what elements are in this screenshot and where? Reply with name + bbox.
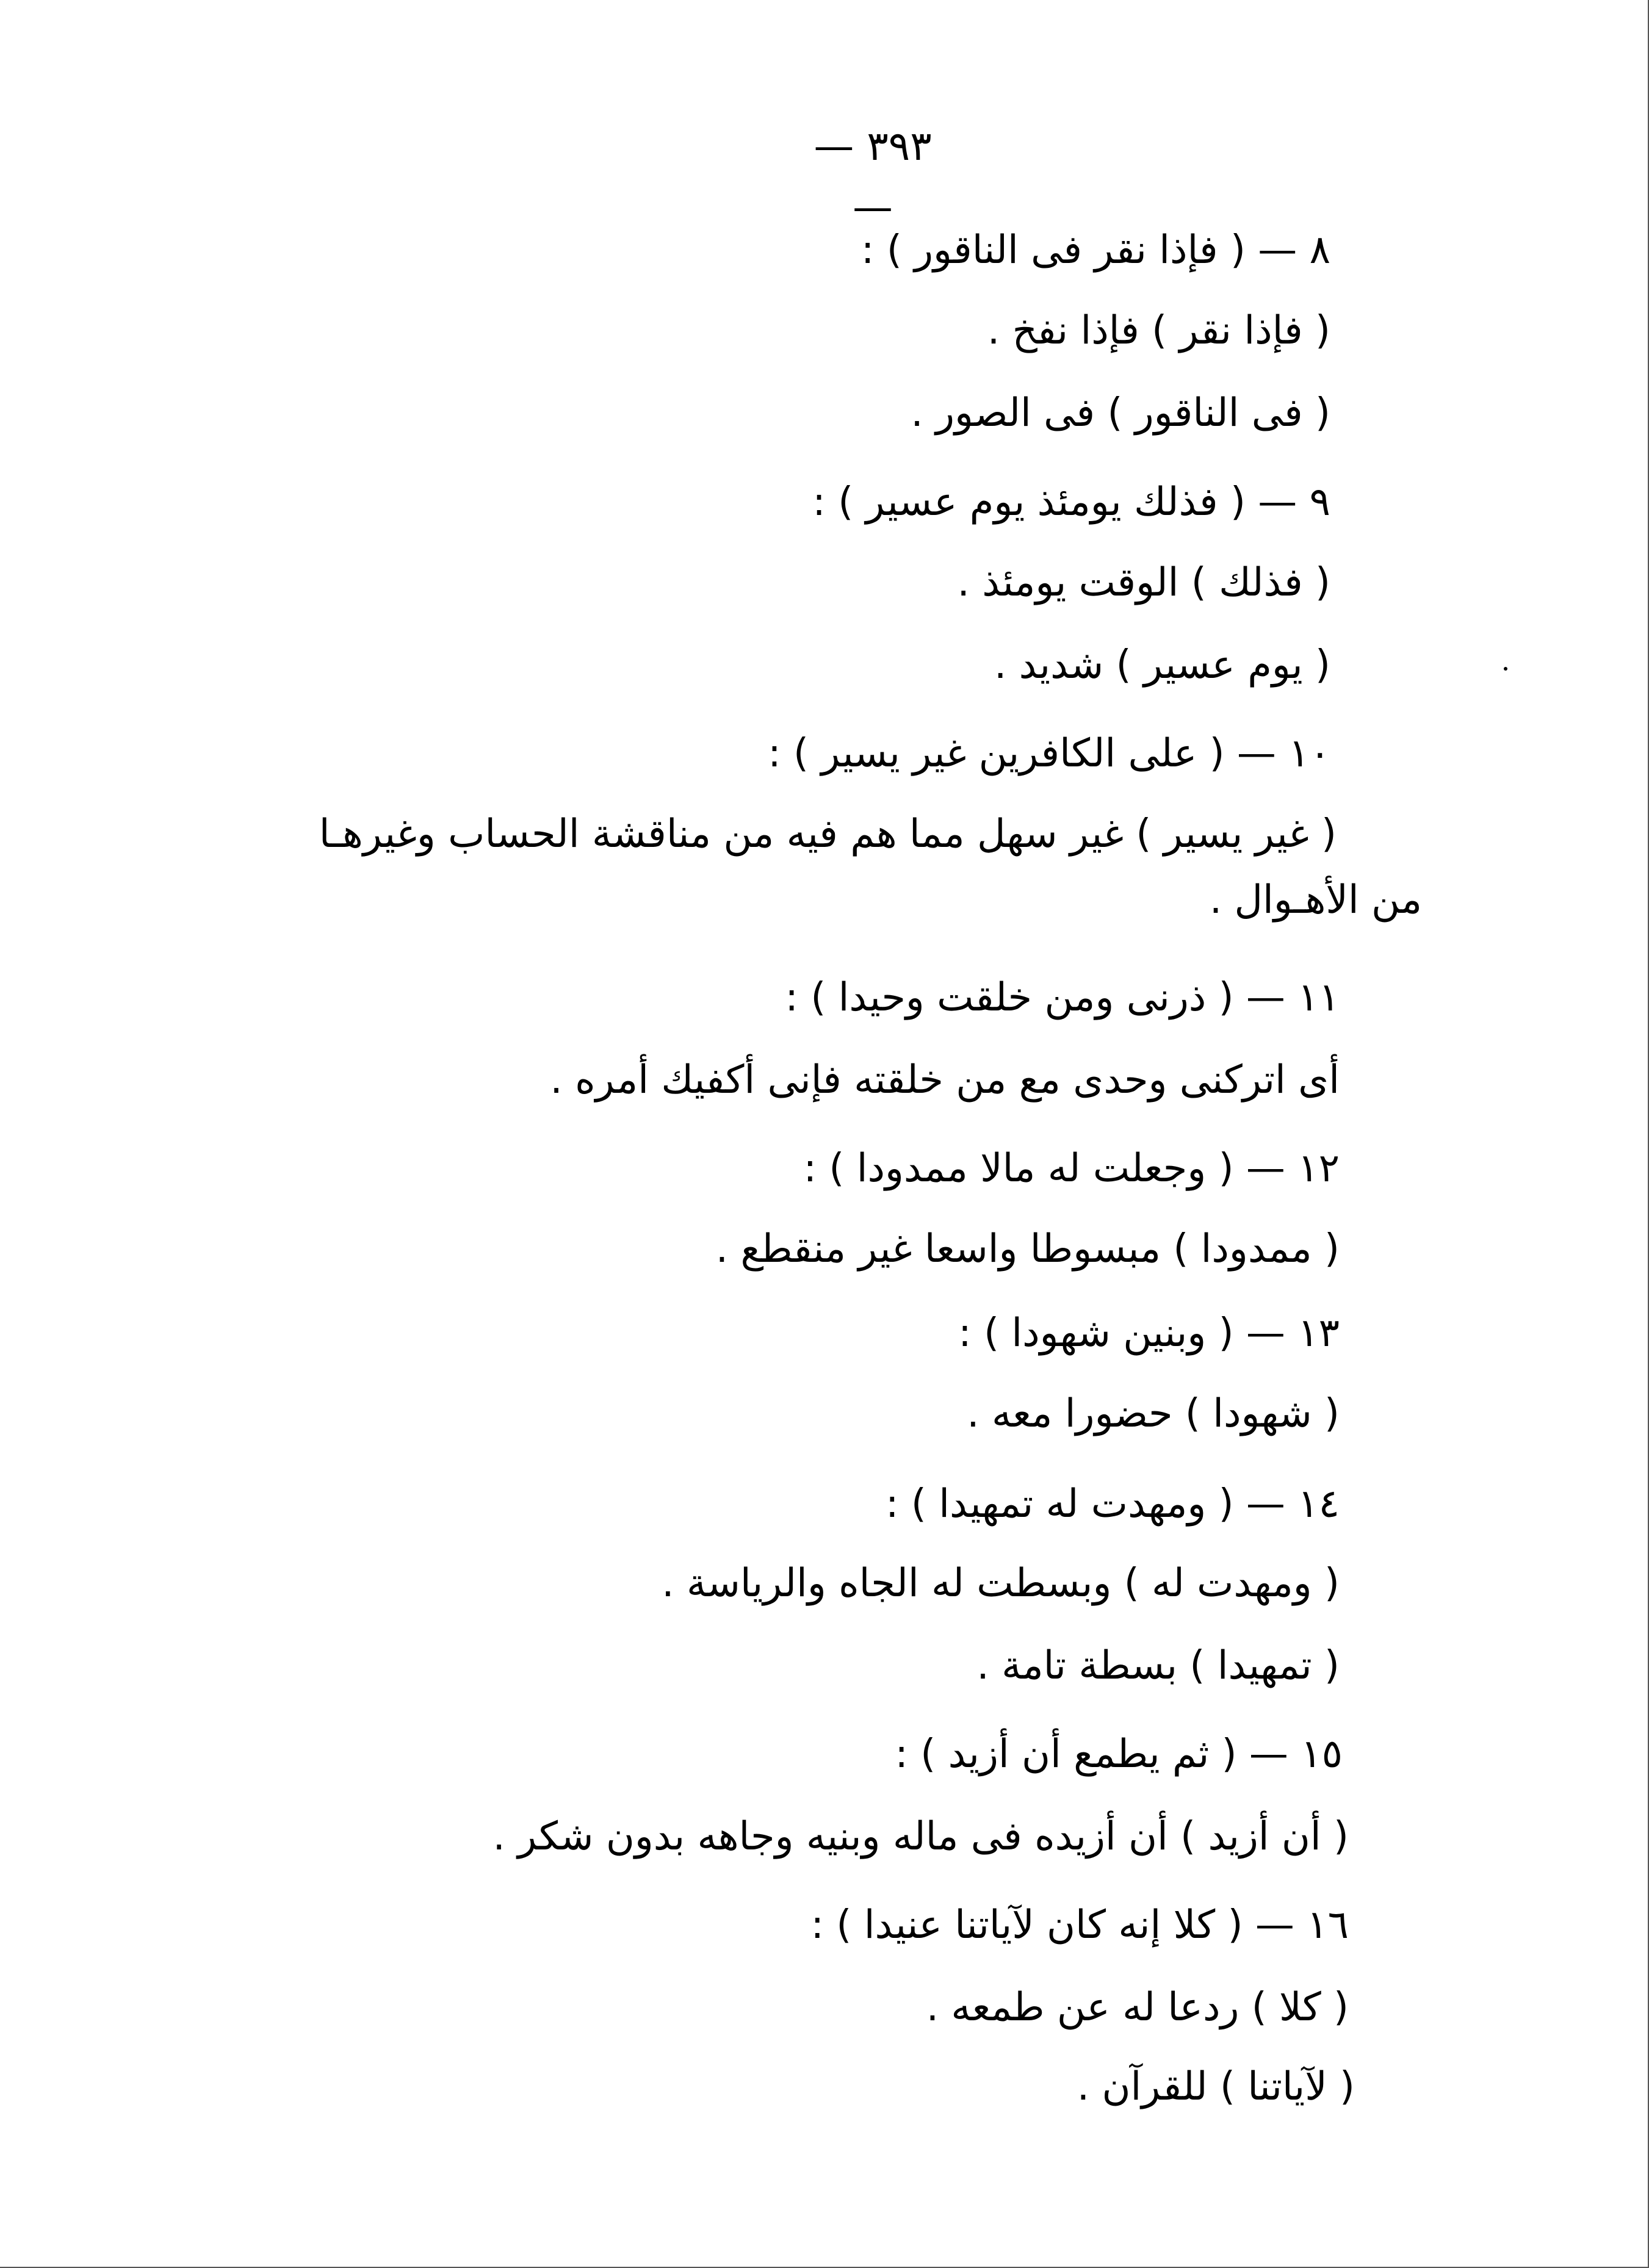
entry-heading: ٩ — ( فذلك يومئذ يوم عسير ) : [812,480,1330,525]
scan-speck [1504,667,1507,671]
entry-gloss: ( فى الناقور ) فى الصور . [911,391,1330,436]
entry-gloss: أى اتركنى وحدى مع من خلقته فإنى أكفيك أمره . [550,1057,1340,1103]
entry-heading: ١٦ — ( كلا إنه كان لآياتنا عنيدا ) : [810,1903,1349,1948]
entry-gloss: ( لآياتنا ) للقرآن . [1077,2064,1355,2109]
entry-heading: ١٣ — ( وبنين شهودا ) : [958,1311,1340,1356]
entry-heading: ١٥ — ( ثم يطمع أن أزيد ) : [895,1732,1343,1777]
entry-gloss: ( أن أزيد ) أن أزيده فى ماله وبنيه وجاهه بدون شكر . [493,1814,1349,1859]
entry-heading: ١٤ — ( ومهدت له تمهيدا ) : [886,1481,1340,1527]
entry-gloss: ( ممدودا ) مبسوطا واسعا غير منقطع . [715,1226,1340,1272]
entry-gloss: ( فإذا نقر ) فإذا نفخ . [987,308,1330,353]
entry-heading: ١٠ — ( على الكافرين غير يسير ) : [768,731,1330,776]
page-number: — ٣٩٣ — [814,123,932,231]
entry-gloss: ( تمهيدا ) بسطة تامة . [976,1643,1340,1688]
entry-heading: ٨ — ( فإذا نقر فى الناقور ) : [861,228,1330,273]
entry-gloss: ( فذلك ) الوقت يومئذ . [957,560,1330,605]
entry-gloss: ( شهودا ) حضورا معه . [967,1391,1340,1436]
entry-gloss: ( كلا ) ردعا له عن طمعه . [926,1985,1349,2030]
entry-gloss: ( يوم عسير ) شديد . [994,643,1330,688]
entry-gloss: ( ومهدت له ) وبسطت له الجاه والرياسة . [662,1561,1340,1606]
entry-gloss: ( غير يسير ) غير سهل مما هم فيه من مناقشة الحساب وغيرهـا [319,812,1337,857]
entry-gloss: من الأهـوال . [1209,877,1422,923]
entry-heading: ١١ — ( ذرنى ومن خلقت وحيدا ) : [785,975,1340,1020]
entry-heading: ١٢ — ( وجعلت له مالا ممدودا ) : [803,1146,1340,1191]
